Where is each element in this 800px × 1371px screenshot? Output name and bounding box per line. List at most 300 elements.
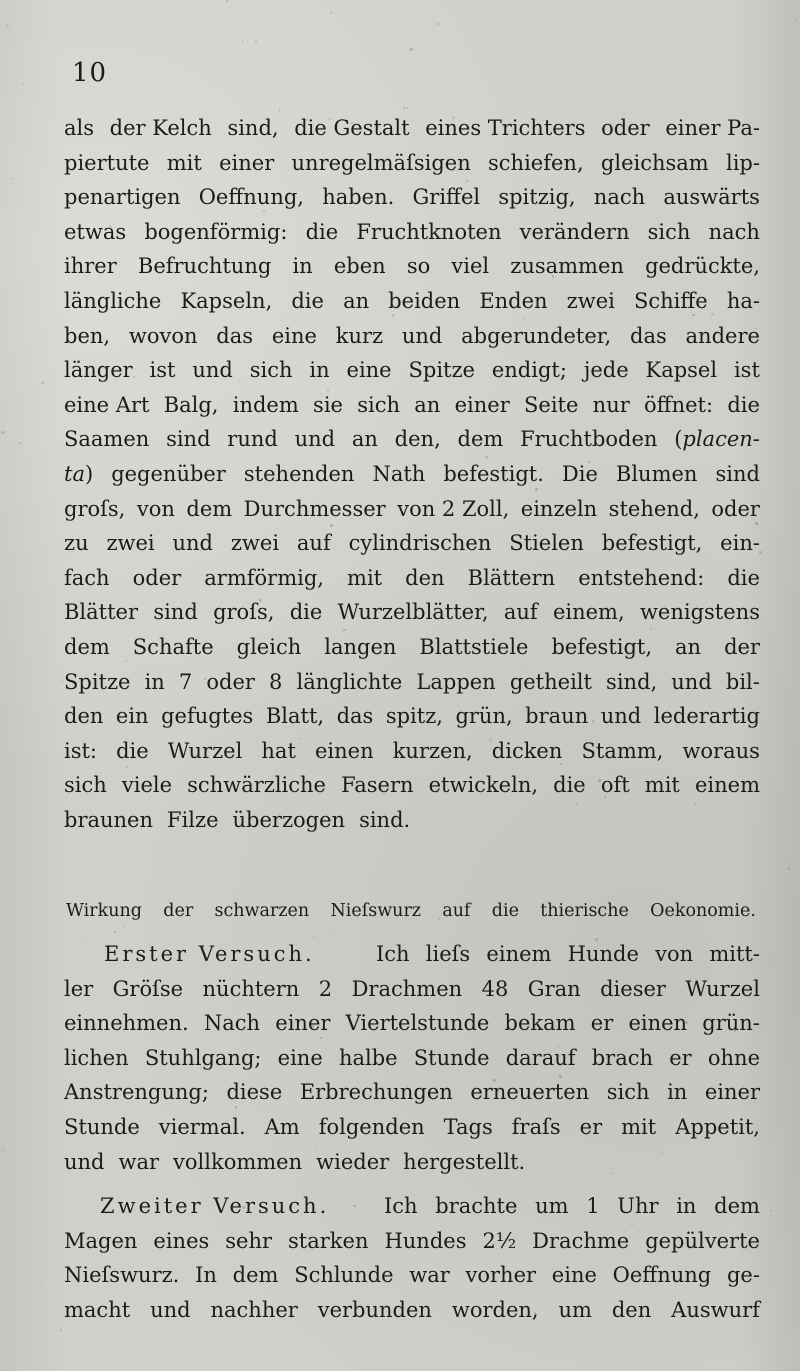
paper-speck — [2, 1150, 3, 1151]
paper-speck — [437, 23, 439, 25]
word: Oeffnung, — [198, 185, 304, 210]
word: Blätter — [64, 600, 139, 625]
paper-speck — [354, 1305, 355, 1306]
section-heading — [66, 898, 756, 924]
word: Wurzel — [167, 738, 243, 763]
word: länger — [64, 358, 133, 383]
word: befestigt. — [443, 462, 544, 486]
word: sich — [647, 219, 691, 244]
word: öffnet: — [644, 392, 714, 417]
word: mit — [621, 1115, 657, 1139]
text-line — [64, 183, 760, 211]
word: einer — [454, 392, 510, 417]
word: Fruchtknoten — [356, 219, 502, 244]
heading-word: die — [491, 901, 519, 921]
word: Befruchtung — [137, 254, 272, 279]
word: er — [669, 1045, 692, 1070]
text-line — [64, 391, 760, 419]
word: das — [630, 323, 667, 348]
word: befestigt, — [551, 635, 653, 659]
word: brach — [591, 1045, 654, 1070]
word: einen — [628, 1011, 688, 1036]
text-line — [64, 425, 760, 453]
text-line — [64, 806, 760, 834]
paper-speck — [312, 1025, 314, 1027]
word: armförmig, — [204, 565, 324, 590]
word: einen — [314, 738, 374, 763]
word: und — [294, 427, 336, 452]
paper-speck — [755, 522, 758, 525]
text-line — [64, 460, 760, 488]
word: den — [64, 704, 104, 729]
paper-speck — [60, 1329, 62, 1331]
word: braunen — [64, 808, 154, 832]
word: wieder — [316, 1149, 390, 1174]
word: sich — [606, 1080, 650, 1105]
paper-speck — [559, 1075, 561, 1077]
paper-speck — [123, 925, 125, 927]
word: Tags — [443, 1115, 493, 1139]
text-line — [64, 1227, 760, 1255]
word: eine — [346, 358, 392, 383]
word: Blatt, — [265, 704, 325, 729]
paper-speck — [509, 366, 512, 369]
word: Gran — [527, 976, 581, 1001]
paper-speck — [133, 376, 134, 377]
paper-speck — [330, 524, 333, 527]
word: etwickeln, — [428, 773, 539, 798]
text-line — [64, 668, 760, 696]
word: nach — [593, 185, 646, 210]
heading-word: Wirkung — [66, 901, 142, 921]
paper-speck — [523, 318, 524, 319]
word: mitt- — [709, 942, 760, 966]
word: oft — [600, 773, 630, 798]
text-line — [64, 218, 760, 246]
word: vorher — [465, 1263, 537, 1288]
word: sehr — [225, 1228, 273, 1253]
text-line — [64, 529, 760, 557]
word: Schlunde — [294, 1263, 394, 1288]
paper-speck — [353, 1205, 355, 1207]
word: gefugtes — [161, 704, 254, 729]
paper-speck — [489, 738, 492, 741]
paper-speck — [19, 442, 21, 444]
word: 8 — [269, 669, 283, 694]
word: gleich — [236, 635, 302, 659]
word: wenigstens — [639, 600, 760, 625]
word: Stamm, — [581, 738, 664, 763]
paper-speck — [126, 766, 128, 768]
word: sich — [357, 392, 401, 417]
word: in — [667, 1080, 688, 1105]
word: schwärzliche — [187, 773, 326, 798]
word: eine — [551, 1263, 597, 1288]
word: kurzen, — [392, 738, 473, 763]
word: ta) — [64, 462, 94, 486]
word: getheilt — [509, 669, 592, 694]
word: 2 — [318, 976, 333, 1001]
paper-speck — [388, 626, 389, 627]
word: und — [64, 1149, 105, 1174]
word: dem — [232, 1263, 279, 1288]
text-line — [64, 1078, 760, 1106]
paper-speck — [788, 868, 790, 870]
word: Spitze — [64, 669, 131, 694]
word: Seite — [524, 392, 579, 417]
word: stehend, — [608, 496, 700, 521]
word: braun — [525, 704, 589, 729]
word: Appetit, — [675, 1115, 760, 1139]
paper-speck — [595, 938, 598, 941]
word: war — [118, 1149, 160, 1174]
heading-word: Oekonomie. — [650, 901, 756, 921]
word: in — [144, 669, 165, 694]
word: 48 — [481, 976, 509, 1001]
word: Enden — [479, 289, 548, 313]
paper-speck — [558, 1046, 560, 1048]
heading-word: Nieſswurz — [330, 901, 422, 921]
word: Viertelstunde — [345, 1011, 490, 1036]
word: bogenförmig: — [144, 219, 288, 244]
word: abgerundeter, — [461, 323, 612, 348]
word: jede — [583, 358, 629, 383]
paper-speck — [711, 313, 714, 316]
word: Lappen — [416, 669, 496, 694]
word: lip- — [726, 150, 760, 175]
word: darauf — [505, 1045, 576, 1070]
word: halbe — [338, 1045, 398, 1070]
text-line — [64, 702, 760, 730]
paper-speck — [40, 1283, 41, 1284]
paper-speck — [576, 804, 577, 805]
paper-speck — [580, 1163, 581, 1164]
word: piertute — [64, 150, 150, 175]
word: einem, — [552, 600, 625, 625]
paper-speck — [351, 517, 353, 519]
paper-speck — [188, 1015, 190, 1017]
word: Stunde — [413, 1045, 490, 1070]
word: den — [405, 565, 445, 590]
word: spitzig, — [498, 185, 576, 210]
word: die — [305, 219, 339, 244]
word: viel — [451, 254, 490, 279]
word: beiden — [388, 289, 461, 313]
word: mit — [166, 150, 202, 175]
word: lederartig — [653, 704, 760, 729]
word: grün- — [702, 1011, 760, 1036]
word: nachher — [210, 1297, 298, 1322]
word: zwei — [106, 531, 155, 556]
word: Nath — [372, 462, 426, 486]
paper-speck — [688, 603, 690, 605]
paper-speck — [502, 125, 504, 127]
word: einem — [486, 942, 552, 966]
word: verändern — [519, 219, 630, 244]
word: an — [351, 427, 378, 452]
word: in — [309, 358, 330, 383]
text-line — [64, 1113, 760, 1141]
word: schiefen, — [488, 150, 584, 175]
word: worden, — [451, 1297, 539, 1322]
word: lieſs — [425, 942, 471, 966]
word: auswärts — [663, 185, 760, 210]
word: langen — [324, 635, 397, 659]
word: die — [727, 392, 760, 417]
word: dem — [714, 1194, 760, 1218]
word: in — [676, 1194, 697, 1218]
paper-speck — [200, 549, 202, 551]
word: zu — [64, 531, 89, 556]
word: dem — [186, 496, 233, 521]
word: als — [64, 116, 95, 140]
word: sind, — [606, 669, 658, 694]
word: cylindrischen — [348, 531, 492, 556]
word: Nach — [203, 1011, 261, 1036]
word: war — [409, 1263, 450, 1288]
word: mit — [347, 565, 383, 590]
word: oder — [132, 565, 182, 590]
word: brachte — [435, 1194, 518, 1218]
paper-speck — [125, 660, 127, 662]
word: 1 — [586, 1194, 600, 1218]
word: zusammen — [510, 254, 624, 279]
word: andere — [685, 323, 760, 348]
paper-speck — [30, 112, 31, 113]
word: Am — [264, 1115, 300, 1139]
paper-speck — [770, 1210, 772, 1212]
paper-speck — [242, 1206, 245, 1209]
word: an — [675, 635, 702, 659]
paper-speck — [259, 599, 262, 602]
paper-speck — [247, 841, 248, 842]
word: sind. — [359, 808, 411, 832]
paper-speck — [598, 779, 601, 782]
word: grün, — [455, 704, 513, 729]
experiment-lead: Erster Versuch. — [104, 942, 315, 966]
paper-speck — [72, 710, 74, 712]
word: gepülverte — [645, 1228, 760, 1253]
word: sind — [153, 600, 198, 625]
word: ge- — [726, 1263, 760, 1288]
word: auf — [503, 600, 538, 625]
word: eines Trichters — [425, 116, 586, 140]
word: haben. — [322, 185, 395, 210]
word: macht — [64, 1297, 131, 1322]
paper-speck — [10, 1020, 11, 1021]
text-line — [64, 633, 760, 661]
paper-speck — [343, 629, 345, 631]
text-line — [64, 1148, 760, 1176]
word: Blumen — [615, 462, 698, 486]
text-line — [64, 975, 760, 1003]
paper-speck — [115, 201, 116, 202]
word: einnehmen. — [64, 1011, 189, 1036]
word: und — [150, 1297, 191, 1322]
word: einer — [275, 1011, 331, 1036]
word: die — [116, 738, 149, 763]
word: hat — [261, 738, 296, 763]
paper-speck — [313, 937, 314, 938]
paper-speck — [784, 1039, 787, 1042]
paper-speck — [685, 1021, 688, 1024]
paper-speck — [403, 107, 405, 109]
word: ein- — [720, 531, 760, 556]
paper-speck — [279, 109, 281, 111]
word: die — [553, 773, 586, 798]
paper-speck — [397, 1238, 399, 1240]
word: Fasern — [341, 773, 414, 798]
paper-speck — [692, 314, 694, 316]
word: dem — [64, 635, 110, 659]
text-line — [64, 322, 760, 350]
word: Wurzel — [685, 976, 760, 1001]
word: nach — [708, 219, 760, 244]
paper-speck — [759, 551, 762, 554]
word: und — [600, 704, 642, 729]
word: vollkommen — [173, 1149, 303, 1174]
heading-word: schwarzen — [214, 901, 310, 921]
word: groſs, — [213, 600, 275, 625]
paper-speck — [6, 25, 8, 27]
word: nur — [592, 392, 630, 417]
word: gegenüber — [111, 462, 226, 486]
text-line — [64, 564, 760, 592]
word: kurz — [335, 323, 384, 348]
word: überzogen — [232, 808, 346, 832]
paper-speck — [114, 931, 116, 933]
paper-speck — [785, 609, 786, 610]
word: einer — [219, 150, 275, 175]
word: Stunde — [64, 1115, 140, 1139]
word: um — [535, 1194, 569, 1218]
paper-speck — [41, 382, 43, 384]
word: Oeffnung — [612, 1263, 712, 1288]
word: gedrückte, — [645, 254, 760, 279]
word: ist — [149, 358, 176, 383]
word: gleichsam — [600, 150, 709, 175]
paper-speck — [12, 178, 15, 181]
word: Erbrechungen — [299, 1080, 453, 1105]
word: starken — [288, 1228, 369, 1253]
paper-speck — [316, 1149, 318, 1151]
paper-speck — [406, 107, 408, 109]
word: Balg, — [163, 392, 219, 417]
word: eines — [153, 1228, 210, 1253]
word: der — [724, 635, 760, 659]
word: von — [655, 942, 694, 966]
word: Uhr — [617, 1194, 659, 1218]
word: Drachmen — [351, 976, 463, 1001]
word: Schafte — [132, 635, 214, 659]
word: den — [611, 1297, 652, 1322]
word: Nieſswurz. — [64, 1263, 180, 1288]
word: Magen — [64, 1228, 138, 1253]
word: an — [414, 392, 441, 417]
paper-speck — [450, 835, 451, 836]
word: sind — [166, 427, 211, 452]
word: so — [406, 254, 431, 279]
word: auf — [296, 531, 331, 556]
paper-speck — [392, 314, 395, 317]
word: Blattstiele — [419, 635, 529, 659]
word: verbunden — [317, 1297, 432, 1322]
word: hergestellt. — [403, 1149, 526, 1174]
paper-speck — [627, 1354, 628, 1355]
experiment-lead: Zweiter Versuch. — [100, 1194, 330, 1218]
paper-speck — [485, 456, 488, 459]
word: lichen — [64, 1045, 129, 1070]
word: In — [195, 1263, 217, 1288]
word: Spitze — [408, 358, 475, 383]
word: entstehend: — [578, 565, 705, 590]
text-line — [64, 1044, 760, 1072]
paper-speck — [274, 339, 277, 342]
word: Hunde — [567, 942, 639, 966]
word: eben — [333, 254, 386, 279]
paper-speck — [235, 1106, 237, 1108]
word: wovon — [128, 323, 198, 348]
paper-speck — [255, 40, 258, 43]
paper-speck — [22, 83, 24, 85]
word: sind — [715, 462, 760, 486]
word: Die — [561, 462, 598, 486]
text-line — [64, 771, 760, 799]
word: (placen- — [674, 427, 760, 452]
paper-speck — [330, 12, 332, 14]
word: das — [336, 704, 374, 729]
paper-speck — [1, 431, 4, 434]
word: oder — [601, 116, 650, 140]
word: von 2 Zoll, — [397, 496, 510, 521]
word: viermal. — [158, 1115, 246, 1139]
word: diese — [226, 1080, 283, 1105]
word: Anstrengung; — [64, 1080, 209, 1105]
word: Stuhlgang; — [144, 1045, 262, 1070]
word: 2½ — [482, 1228, 517, 1253]
text-line — [64, 114, 760, 142]
word: ist: — [64, 738, 98, 763]
word: ler — [64, 976, 94, 1001]
word: Ich — [384, 1194, 418, 1218]
word: fach — [64, 565, 110, 590]
word: ohne — [707, 1045, 760, 1070]
word: eine Art — [64, 392, 150, 417]
word: Stielen — [509, 531, 584, 556]
word: die Gestalt — [294, 116, 410, 140]
word: ein — [115, 704, 149, 729]
word: Auswurf — [671, 1297, 760, 1322]
paper-speck — [694, 803, 696, 805]
heading-word: der — [163, 901, 194, 921]
word: rund — [227, 427, 278, 452]
word: dicken — [491, 738, 563, 763]
paper-speck — [109, 225, 112, 228]
word: und — [192, 358, 233, 383]
word: oder — [711, 496, 760, 521]
text-line — [64, 356, 760, 384]
word: nüchtern — [202, 976, 300, 1001]
word: ha- — [726, 289, 760, 313]
text-line — [64, 252, 760, 280]
word: zwei — [566, 289, 615, 313]
text-line — [64, 1296, 760, 1324]
paper-speck — [83, 939, 85, 941]
word: dieser — [600, 976, 666, 1001]
word: Kapsel — [645, 358, 718, 383]
paper-speck — [204, 678, 205, 679]
word: Wurzelblätter, — [337, 600, 489, 625]
